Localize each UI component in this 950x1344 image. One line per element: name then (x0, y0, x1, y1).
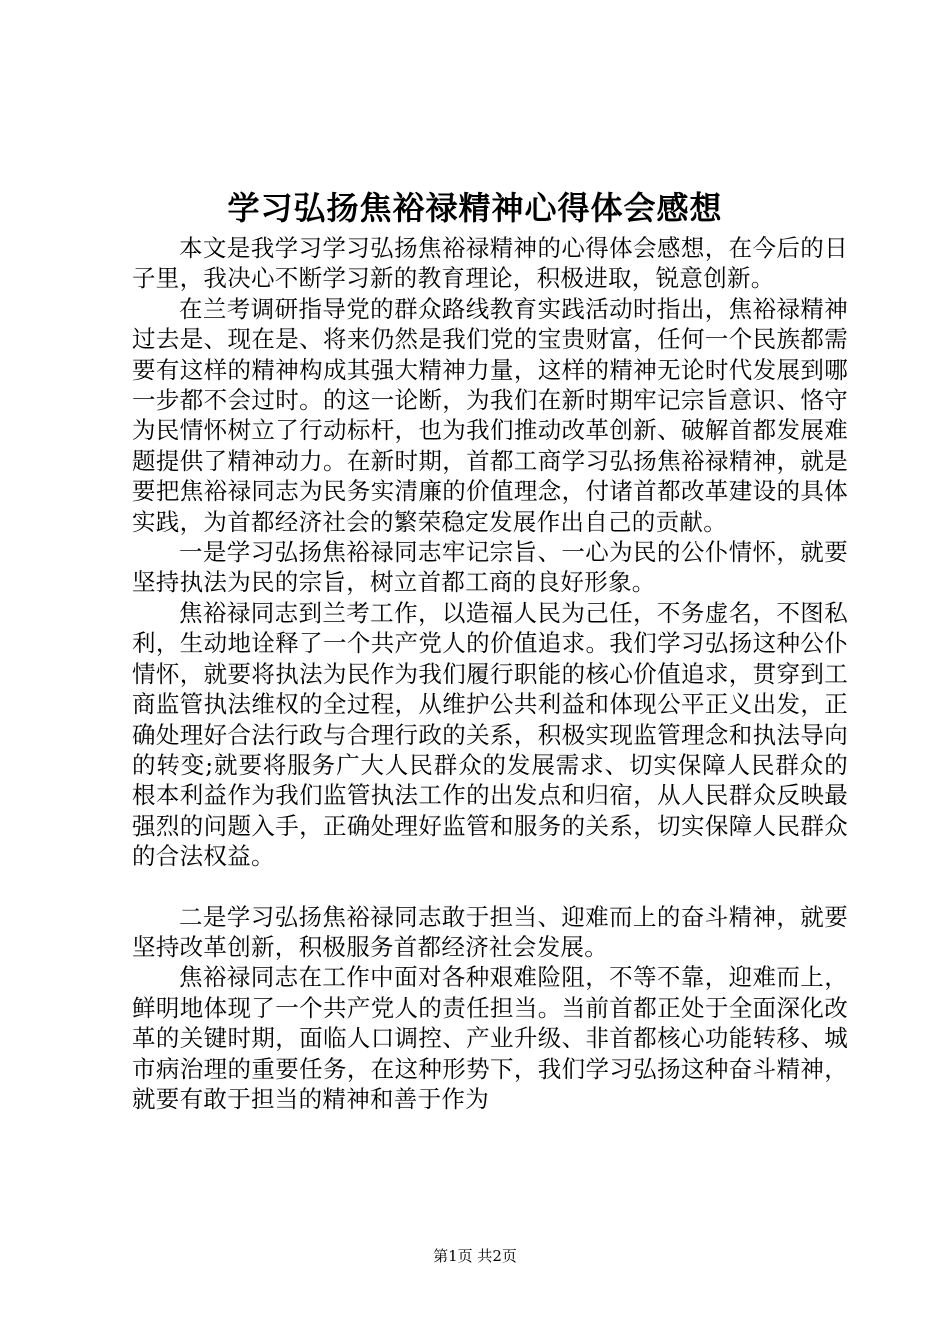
paragraph-point-two: 二是学习弘扬焦裕禄同志敢于担当、迎难而上的奋斗精神，就要坚持改革创新，积极服务首都经济社会发展。 (132, 902, 848, 961)
paragraph-point-two-detail: 焦裕禄同志在工作中面对各种艰难险阻，不等不靠，迎难而上，鲜明地体现了一个共产党人的责任担当。当前首都正处于全面深化改革的关键时期，面临人口调控、产业升级、非首都核心功能转移、城市病治理的重要任务，在这种形势下，我们学习弘扬这种奋斗精神，就要有敢于担当的精神和善于作为 (132, 963, 848, 1113)
paragraph-point-one: 一是学习弘扬焦裕禄同志牢记宗旨、一心为民的公仆情怀，就要坚持执法为民的宗旨，树立首都工商的良好形象。 (132, 538, 848, 597)
paragraph-lankao-remarks: 在兰考调研指导党的群众路线教育实践活动时指出，焦裕禄精神过去是、现在是、将来仍然是我们党的宝贵财富，任何一个民族都需要有这样的精神构成其强大精神力量，这样的精神无论时代发展到哪一步都不会过时。的这一论断，为我们在新时期牢记宗旨意识、恪守为民情怀树立了行动标杆，也为我们推动改革创新、破解首都发展难题提供了精神动力。在新时期，首都工商学习弘扬焦裕禄精神，就是要把焦裕禄同志为民务实清廉的价值理念，付诸首都改革建设的具体实践，为首都经济社会的繁荣稳定发展作出自己的贡献。 (132, 294, 848, 536)
page-number-footer: 第1页 共2页 (433, 1247, 517, 1265)
paragraph-point-one-detail: 焦裕禄同志到兰考工作，以造福人民为己任，不务虚名，不图私利，生动地诠释了一个共产党人的价值追求。我们学习弘扬这种公仆情怀，就要将执法为民作为我们履行职能的核心价值追求，贯穿到工商监管执法维权的全过程，从维护公共利益和体现公平正义出发，正确处理好合法行政与合理行政的关系，积极实现监管理念和执法导向的转变;就要将服务广大人民群众的发展需求、切实保障人民群众的根本利益作为我们监管执法工作的出发点和归宿，从人民群众反映最强烈的问题入手，正确处理好监管和服务的关系，切实保障人民群众的合法权益。 (132, 598, 848, 871)
document-body (132, 233, 848, 1114)
document-title: 学习弘扬焦裕禄精神心得体会感想 (227, 189, 723, 227)
paragraph-intro: 本文是我学习学习弘扬焦裕禄精神的心得体会感想，在今后的日子里，我决心不断学习新的教育理论，积极进取，锐意创新。 (132, 234, 848, 293)
